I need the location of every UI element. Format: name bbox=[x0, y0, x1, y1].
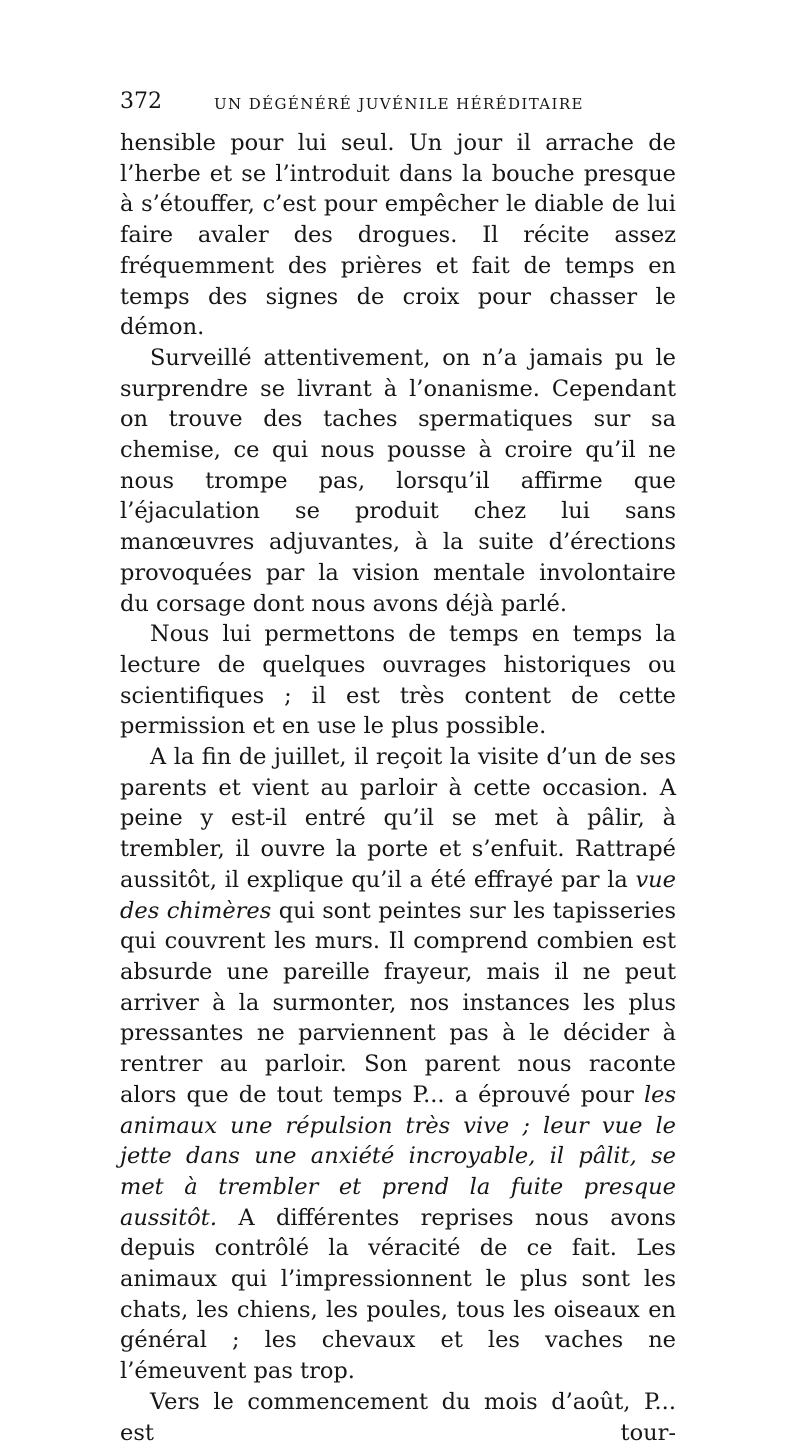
running-title: UN DÉGÉNÉRÉ JUVÉNILE HÉRÉDITAIRE bbox=[214, 95, 584, 113]
paragraph-surveillance bbox=[120, 343, 676, 619]
page-number: 372 bbox=[120, 89, 162, 114]
paragraph-text: Nous lui permettons de temps en temps la lecture de quelques ouvrages historiques ou scientifiques ; il est très content de cette permission et en use le plus possible. bbox=[120, 621, 676, 740]
paragraph-reading bbox=[120, 619, 676, 742]
running-head bbox=[120, 86, 680, 118]
italic-phrase: vue des chimères bbox=[120, 866, 676, 924]
paragraph-text: hensible pour lui seul. Un jour il arrache de l’herbe et se l’introduit dans la bouche presque à s’étouffer, c’est pour empêcher le diable de lui faire avaler des drogues. Il récite assez fréquemment des prières et fait de temps en temps des signes de croix pour chasser le démon. bbox=[120, 130, 676, 341]
paragraph-parlor-visit bbox=[120, 742, 676, 1387]
paragraph-text: Surveillé attentivement, on n’a jamais pu le surprendre se livrant à l’onanisme. Cependant on trouve des taches spermatiques sur sa chemise, ce qui nous pousse à croire qu’il ne nous trompe pas, lorsqu’il affirme que l’éjaculation se produit chez lui sans manœuvres adjuvantes, à la suite d’érections provoquées par la vision mentale involontaire du corsage dont nous avons déjà parlé. bbox=[120, 344, 676, 617]
paragraph-continuation bbox=[120, 128, 676, 343]
body-text bbox=[120, 128, 676, 1448]
paragraph-text: Vers le commencement du mois d’août, P... est tour- bbox=[120, 1388, 676, 1446]
paragraph-text-part: A différentes reprises nous avons depuis contrôlé la véracité de ce fait. Les animaux qui l’impressionnent le plus sont les chats, les chiens, les poules, tous les oiseaux en général ; les chevaux et les vaches ne l’émeuvent pas trop. bbox=[120, 1204, 676, 1385]
paragraph-text-part: A la fin de juillet, il reçoit la visite d’un de ses parents et vient au parloir à cette occasion. A peine y est-il entré qu’il se met à pâlir, à trembler, il ouvre la porte et s’enfuit. Rattrapé aussitôt, il explique qu’il a été effrayé par la bbox=[120, 744, 676, 893]
italic-passage: les animaux une répulsion très vive ; leur vue le jette dans une anxiété incroyable, il pâlit, se met à trembler et prend la fuite presque aussitôt. bbox=[120, 1081, 676, 1231]
paragraph-august bbox=[120, 1387, 676, 1448]
paragraph-text-part: qui sont peintes sur les tapisseries qui couvrent les murs. Il comprend combien est absurde une pareille frayeur, mais il ne peut arriver à la surmonter, nos instances les plus pressantes ne parviennent pas à le décider à rentrer au parloir. Son parent nous raconte alors que de tout temps P... a éprouvé pour bbox=[120, 897, 676, 1108]
